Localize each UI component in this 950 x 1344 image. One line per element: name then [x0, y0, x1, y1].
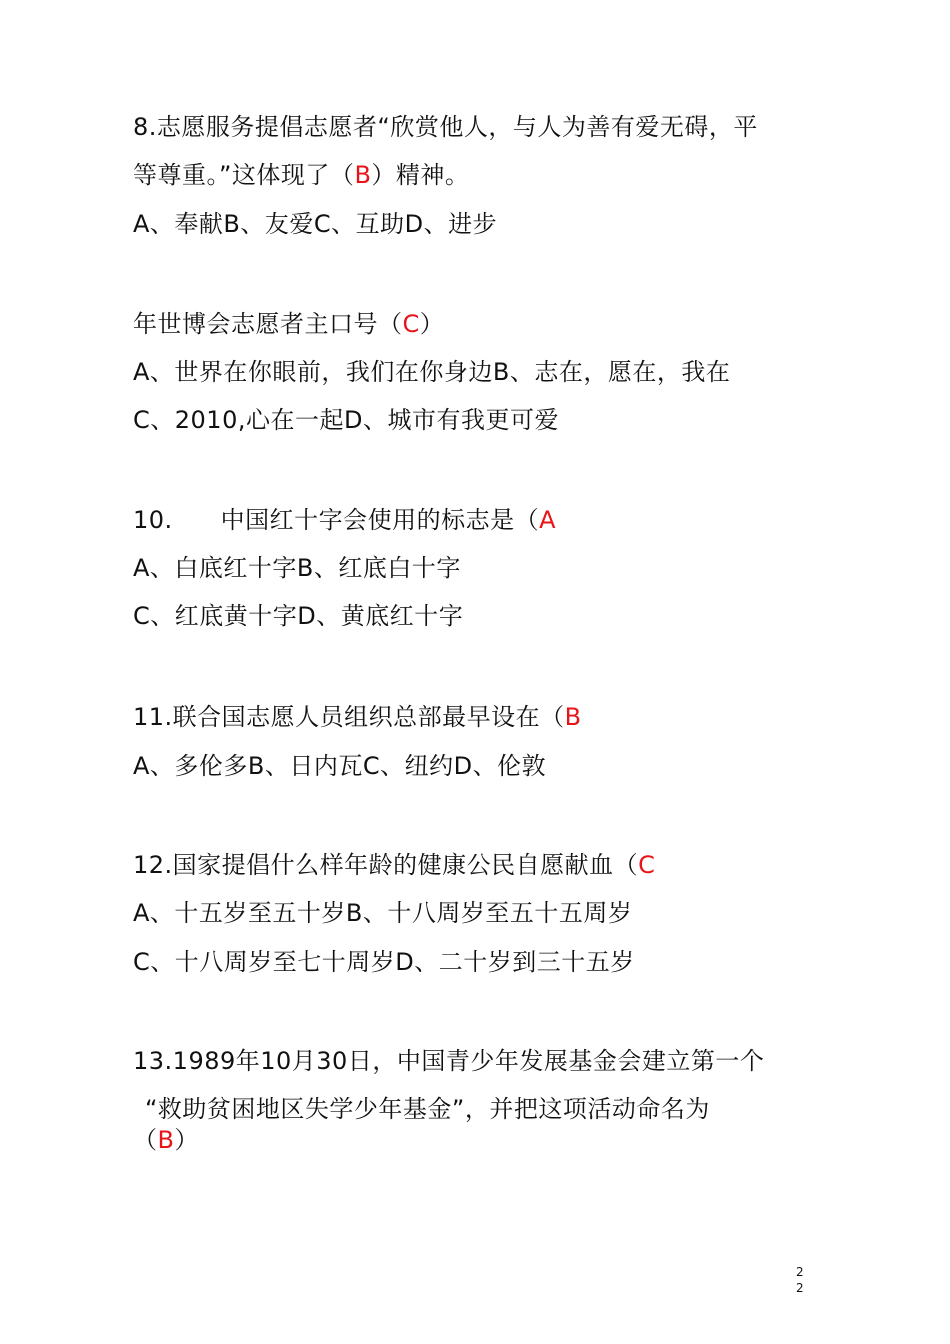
q10-number: 10. — [133, 506, 173, 534]
q9-text-post: ） — [419, 310, 445, 338]
q13-answer: B — [157, 1126, 175, 1154]
q9-answer: C — [402, 310, 420, 338]
q12-options-line2: C、十八周岁至七十周岁D、二十岁到三十五岁 — [133, 948, 635, 976]
q12-options-line1: A、十五岁至五十岁B、十八周岁至五十五周岁 — [133, 899, 633, 927]
q11-text-pre: 11.联合国志愿人员组织总部最早设在（ — [133, 703, 565, 731]
q13-text-line3 — [133, 1124, 199, 1156]
q8-text-line1: 8.志愿服务提倡志愿者“欣赏他人，与人为善有爱无碍，平 — [133, 113, 758, 141]
q10-answer: A — [539, 506, 557, 534]
q9-options-line2: C、2010,心在一起D、城市有我更可爱 — [133, 406, 559, 434]
page-number-digit-1: 2 — [796, 1265, 804, 1279]
q8-options: A、奉献B、友爱C、互助D、进步 — [133, 210, 498, 238]
q8-answer: B — [354, 161, 372, 189]
q12-text-line1 — [133, 849, 655, 881]
q10-text-line1 — [133, 504, 556, 536]
q9-text-line1 — [133, 308, 444, 340]
q12-text-pre: 12.国家提倡什么样年龄的健康公民自愿献血（ — [133, 851, 639, 879]
q10-options-line1: A、白底红十字B、红底白十字 — [133, 554, 461, 582]
q8-text-post: ）精神。 — [371, 161, 470, 189]
q9-options-line1: A、世界在你眼前，我们在你身边B、志在，愿在，我在 — [133, 358, 731, 386]
q12-answer: C — [638, 851, 656, 879]
q11-answer: B — [564, 703, 582, 731]
q13-text-line2: “救助贫困地区失学少年基金”，并把这项活动命名为 — [145, 1095, 710, 1123]
q10-options-line2: C、红底黄十字D、黄底红十字 — [133, 602, 464, 630]
q8-text-pre: 等尊重。”这体现了（ — [133, 161, 355, 189]
q13-text-pre: （ — [133, 1126, 158, 1154]
q9-text-pre: 年世博会志愿者主口号（ — [133, 310, 403, 338]
page-number-digit-2: 2 — [796, 1281, 804, 1295]
q13-text-line1: 13.1989年10月30日，中国青少年发展基金会建立第一个 — [133, 1047, 765, 1075]
q13-text-post: ） — [174, 1126, 199, 1154]
q8-text-line2 — [133, 159, 469, 191]
q11-text-line1 — [133, 701, 582, 733]
page-number — [796, 1264, 804, 1296]
q10-text-pre: 中国红十字会使用的标志是（ — [220, 506, 540, 534]
q11-options: A、多伦多B、日内瓦C、纽约D、伦敦 — [133, 752, 547, 780]
